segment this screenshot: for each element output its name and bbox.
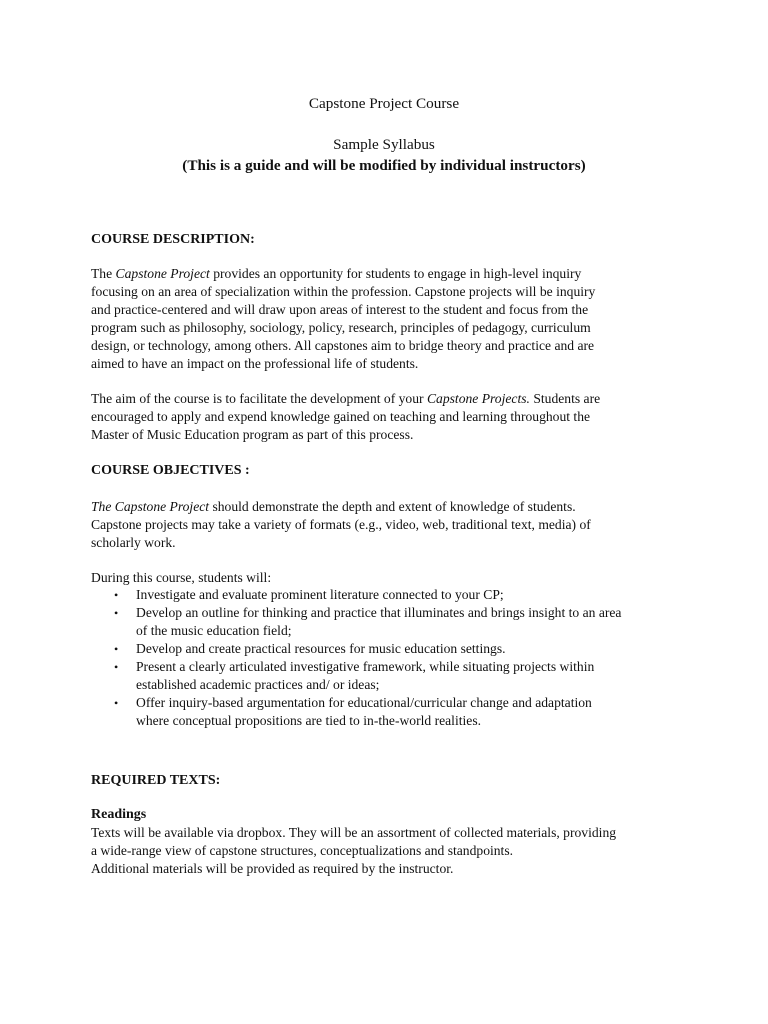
bullet-icon: • bbox=[114, 642, 119, 656]
text-line bbox=[91, 390, 691, 408]
list-item bbox=[91, 586, 691, 604]
text-line: Offer inquiry-based argumentation for educational/curricular change and adaptation bbox=[136, 695, 592, 710]
text-line: of the music education field; bbox=[136, 623, 292, 638]
text-span: provides an opportunity for students to engage in high-level inquiry bbox=[209, 266, 582, 281]
readings-subheading: Readings bbox=[91, 807, 147, 822]
text-line: where conceptual propositions are tied to in-the-world realities. bbox=[136, 713, 482, 728]
text-line bbox=[91, 498, 691, 516]
text-line: scholarly work. bbox=[91, 535, 176, 550]
text-line: aimed to have an impact on the professional life of students. bbox=[91, 356, 419, 371]
objectives-intro bbox=[91, 569, 691, 587]
text-line: Master of Music Education program as part of this process. bbox=[91, 427, 414, 442]
text-line: a wide-range view of capstone structures, conceptualizations and standpoints. bbox=[91, 843, 514, 858]
course-description-paragraph-1 bbox=[91, 265, 691, 373]
course-objectives-paragraph bbox=[91, 498, 691, 552]
text-line: focusing on an area of specialization within the profession. Capstone projects will be inquiry bbox=[91, 284, 596, 299]
italic-course-title: Capstone Project bbox=[115, 266, 210, 281]
bullet-icon: • bbox=[114, 588, 119, 602]
section-heading-required-texts: REQUIRED TEXTS: bbox=[91, 773, 221, 788]
italic-course-title: Capstone Projects. bbox=[426, 391, 530, 406]
document-note: (This is a guide and will be modified by individual instructors) bbox=[182, 157, 586, 174]
text-line: Capstone projects may take a variety of formats (e.g., video, web, traditional text, media) of bbox=[91, 517, 591, 532]
course-description-paragraph-2 bbox=[91, 390, 691, 444]
required-texts-paragraph bbox=[91, 824, 691, 878]
objectives-list bbox=[91, 586, 691, 730]
text-line: Texts will be available via dropbox. They will be an assortment of collected materials, providing bbox=[91, 825, 617, 840]
list-item bbox=[91, 658, 691, 694]
text-line: design, or technology, among others. All capstones aim to bridge theory and practice and are bbox=[91, 338, 595, 353]
text-line: established academic practices and/ or ideas; bbox=[136, 677, 380, 692]
section-heading-course-description: COURSE DESCRIPTION: bbox=[91, 232, 255, 247]
text-line: Develop and create practical resources for music education settings. bbox=[136, 641, 506, 656]
section-heading-course-objectives: COURSE OBJECTIVES : bbox=[91, 463, 250, 478]
text-line bbox=[91, 265, 691, 283]
text-line: and practice-centered and will draw upon areas of interest to the student and focus from the bbox=[91, 302, 589, 317]
list-item bbox=[91, 640, 691, 658]
text-span: The bbox=[91, 266, 116, 281]
document-subtitle: Sample Syllabus bbox=[333, 136, 435, 153]
text-span: should demonstrate the depth and extent of knowledge of students. bbox=[209, 499, 576, 514]
text-line: program such as philosophy, sociology, policy, research, principles of pedagogy, curriculum bbox=[91, 320, 591, 335]
list-item bbox=[91, 694, 691, 730]
italic-course-title: The Capstone Project bbox=[91, 499, 210, 514]
text-line: encouraged to apply and expend knowledge gained on teaching and learning throughout the bbox=[91, 409, 591, 424]
bullet-icon: • bbox=[114, 696, 119, 710]
text-line: Present a clearly articulated investigative framework, while situating projects within bbox=[136, 659, 595, 674]
text-line: Develop an outline for thinking and practice that illuminates and brings insight to an area bbox=[136, 605, 622, 620]
document-title: Capstone Project Course bbox=[308, 95, 460, 112]
bullet-icon: • bbox=[114, 660, 119, 674]
list-item bbox=[91, 604, 691, 640]
text-span: The aim of the course is to facilitate the development of your bbox=[91, 391, 427, 406]
bullet-icon: • bbox=[114, 606, 119, 620]
text-line: During this course, students will: bbox=[91, 570, 272, 585]
text-span: Students are bbox=[529, 391, 601, 406]
text-line: Additional materials will be provided as required by the instructor. bbox=[91, 861, 454, 876]
text-line: Investigate and evaluate prominent literature connected to your CP; bbox=[136, 587, 504, 602]
